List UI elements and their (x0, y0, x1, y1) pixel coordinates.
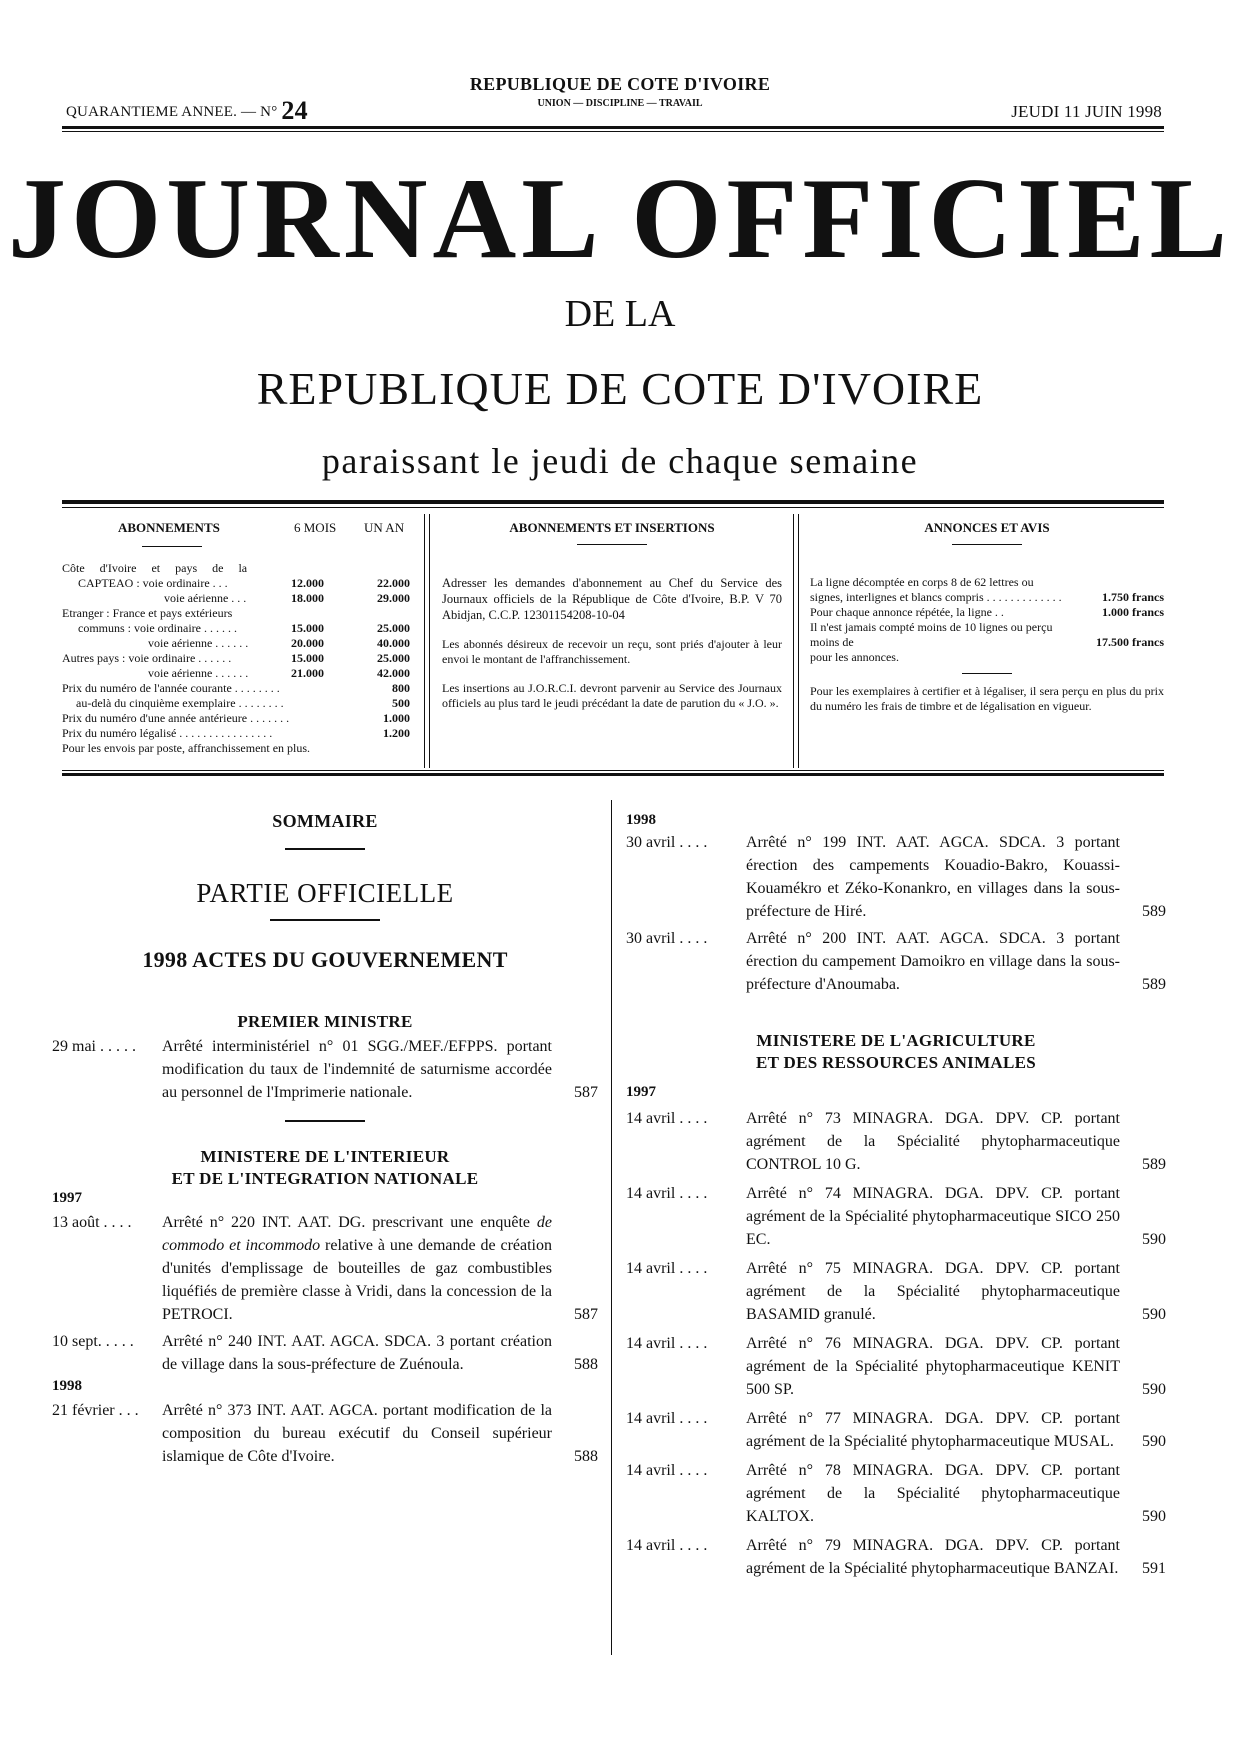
masthead-rule-top-thin (62, 131, 1164, 132)
box-rule-top-thin (62, 507, 1164, 508)
issue-date: JEUDI 11 JUIN 1998 (1011, 102, 1162, 121)
country-block (400, 74, 840, 109)
rate-row: voie aérienne . . . 18.000 29.000 (164, 591, 410, 605)
rate-row: Prix du numéro légalisé . . . . . . . . . . . . . . . . 1.200 (62, 726, 410, 740)
journal-title (0, 155, 1240, 283)
sommaire-entry[interactable]: 10 sept. . . . . Arrêté n° 240 INT. AAT. AGCA. SDCA. 3 portant création de village dans la sous-préfecture de Zuénoula. 588 (52, 1333, 598, 1373)
sommaire-rule (285, 848, 365, 850)
annonces-divider (962, 673, 1012, 674)
country-name: REPUBLIQUE DE COTE D'IVOIRE (469, 74, 771, 94)
rate-row: Côte d'Ivoire et pays de la (62, 561, 248, 575)
inserts-heading-rule (577, 544, 647, 545)
section-actes: 1998 ACTES DU GOUVERNEMENT (142, 947, 508, 972)
title-de-la: DE LA (564, 293, 676, 335)
sommaire-left (52, 810, 598, 1468)
year-label: 1997 (52, 1190, 82, 1206)
rate-row: CAPTEAO : voie ordinaire . . . 12.000 22.000 (78, 576, 410, 590)
inserts-address: Adresser les demandes d'abonnement au Chef du Service des Journaux officiels de la République de Côte d'Ivoire, B.P. V 70 Abidjan, C.C.P. 12301154208-10-04 (442, 576, 782, 622)
subscriptions-rates (62, 561, 410, 756)
sommaire-entry[interactable]: 14 avril . . . . Arrêté n° 75 MINAGRA. DGA. DPV. CP. portant agrément de la Spécialité phytopharmaceutique BASAMID granulé. 590 (626, 1260, 1166, 1323)
issue-line (66, 96, 308, 126)
box-divider-2b (798, 514, 799, 768)
partie-rule (270, 919, 380, 921)
rate-row: Pour les envois par poste, affranchissement en plus. (62, 741, 311, 755)
column-divider (611, 800, 612, 1655)
motto: UNION — DISCIPLINE — TRAVAIL (537, 98, 703, 109)
inserts-deadline-text: Les insertions au J.O.R.C.I. devront parvenir au Service des Journaux officiels au plus tard le jeudi précédant la date de parution du « J.O. ». (442, 681, 782, 710)
rate-row: voie aérienne . . . . . . 20.000 40.000 (148, 636, 410, 650)
interieur-heading-1: MINISTERE DE L'INTERIEUR (200, 1147, 450, 1166)
annonces-row-2: Pour chaque annonce répétée, la ligne . . 1.000 francs (810, 605, 1164, 619)
sommaire-entry[interactable]: 21 février . . . Arrêté n° 373 INT. AAT. AGCA. portant modification de la composition du bureau exécutif du Conseil supérieur islamique de Côte d'Ivoire. 588 (52, 1402, 598, 1465)
annonces-row-3-tail: pour les annonces. (810, 650, 899, 664)
rate-row: Autres pays : voie ordinaire . . . . . . 15.000 25.000 (62, 651, 410, 665)
box-rule-bottom-thin (62, 770, 1164, 771)
annonces-heading: ANNONCES ET AVIS (924, 520, 1050, 535)
interieur-heading-2: ET DE L'INTEGRATION NATIONALE (171, 1169, 479, 1188)
title-republic: REPUBLIQUE DE COTE D'IVOIRE (256, 363, 984, 414)
box-divider-2a (793, 514, 794, 768)
sommaire-entry[interactable]: 14 avril . . . . Arrêté n° 76 MINAGRA. DGA. DPV. CP. portant agrément de la Spécialité phytopharmaceutique KENIT 500 SP. 590 (626, 1335, 1166, 1398)
rate-row: voie aérienne . . . . . . 21.000 42.000 (148, 666, 410, 680)
inserts-receipt: Les abonnés désireux de recevoir un reçu, sont priés d'ajouter à leur envoi le montant de l'affranchissement. (442, 637, 782, 666)
year-label: QUARANTIEME ANNEE. — N° (66, 104, 278, 120)
inserts-box (442, 520, 782, 711)
sommaire-entry[interactable]: 30 avril . . . . Arrêté n° 199 INT. AAT. AGCA. SDCA. 3 portant érection des campements Kouadio-Bakro, Kouassi-Kouamékro et Zéko-Konankro, en villages dans la sous-préfecture de Hiré. 589 (626, 834, 1166, 920)
sommaire-heading: SOMMAIRE (272, 811, 378, 831)
pm-rule (285, 1120, 365, 1122)
subscriptions-heading-rule (142, 546, 202, 547)
inserts-heading: ABONNEMENTS ET INSERTIONS (509, 520, 715, 535)
agri-heading-2: ET DES RESSOURCES ANIMALES (755, 1053, 1037, 1072)
sommaire-entry[interactable]: 14 avril . . . . Arrêté n° 74 MINAGRA. DGA. DPV. CP. portant agrément de la Spécialité phytopharmaceutique SICO 250 EC. 590 (626, 1185, 1166, 1248)
sommaire-entry[interactable]: 14 avril . . . . Arrêté n° 73 MINAGRA. DGA. DPV. CP. portant agrément de la Spécialité phytopharmaceutique CONTROL 10 G. 589 (626, 1110, 1166, 1173)
annonces-rates (810, 575, 1164, 665)
masthead-rule-top (62, 126, 1164, 129)
sommaire-entry[interactable]: 29 mai . . . . . Arrêté interministériel n° 01 SGG./MEF./EFPPS. portant modification du taux de l'indemnité de saturnisme accordée au personnel de l'Imprimerie nationale. 587 (52, 1038, 598, 1101)
sommaire-entry[interactable]: 30 avril . . . . Arrêté n° 200 INT. AAT. AGCA. SDCA. 3 portant érection du campement Damoikro en village dans la sous-préfecture d'Anoumaba. 589 (626, 930, 1166, 993)
rate-row: communs : voie ordinaire . . . . . . 15.000 25.000 (78, 621, 410, 635)
annonces-legalisation: Pour les exemplaires à certifier et à légaliser, il sera perçu en plus du prix du numéro les frais de timbre et de légalisation en vigueur. (810, 684, 1164, 713)
partie-officielle: PARTIE OFFICIELLE (196, 878, 454, 908)
inserts-deadline (442, 681, 782, 711)
annonces-row-3: Il n'est jamais compté moins de 10 lignes ou perçu moins de 17.500 francs (810, 620, 1164, 649)
box-rule-bottom (62, 773, 1164, 776)
year-label: 1997 (626, 1084, 656, 1100)
issue-number: 24 (281, 96, 308, 125)
box-rule-top (62, 500, 1164, 504)
annonces-row-1: La ligne décomptée en corps 8 de 62 lettres ou signes, interlignes et blancs compris . . . . . . . . . . . . . 1.750 francs (810, 575, 1164, 604)
rate-row: Etranger : France et pays extérieurs (62, 606, 233, 620)
tagline: paraissant le jeudi de chaque semaine (321, 441, 919, 481)
subscriptions-box (62, 520, 410, 756)
sommaire-right (626, 812, 1166, 1580)
sommaire-entry[interactable]: 14 avril . . . . Arrêté n° 79 MINAGRA. DGA. DPV. CP. portant agrément de la Spécialité phytopharmaceutique BANZAI. 591 (626, 1537, 1166, 1577)
year-label: 1998 (626, 812, 656, 828)
col-6-mois: 6 MOIS (294, 520, 337, 535)
annonces-box (810, 520, 1164, 714)
premier-ministre-heading: PREMIER MINISTRE (237, 1012, 413, 1031)
sommaire-entry[interactable]: 14 avril . . . . Arrêté n° 78 MINAGRA. DGA. DPV. CP. portant agrément de la Spécialité phytopharmaceutique KALTOX. 590 (626, 1462, 1166, 1525)
sommaire-entry[interactable]: 13 août . . . . Arrêté n° 220 INT. AAT. DG. prescrivant une enquête de commodo et incommodo relative à une demande de création d'unités d'emplissage de bouteilles de gaz combustibles liquéfiés de première classe à Vridi, dans la concession de la PETROCI. 587 (52, 1214, 598, 1323)
rate-row: au-delà du cinquième exemplaire . . . . . . . . 500 (76, 696, 410, 710)
annonces-heading-rule (952, 544, 1022, 545)
rate-row: Prix du numéro de l'année courante . . . . . . . . 800 (62, 681, 410, 695)
journal-title-main: JOURNAL OFFICIEL (7, 155, 1233, 283)
agri-heading-1: MINISTERE DE L'AGRICULTURE (756, 1031, 1036, 1050)
rate-row: Prix du numéro d'une année antérieure . . . . . . . 1.000 (62, 711, 410, 725)
box-divider-1b (429, 514, 430, 768)
subscriptions-heading: ABONNEMENTS (118, 520, 220, 535)
box-divider-1a (424, 514, 425, 768)
year-label: 1998 (52, 1378, 82, 1394)
sommaire-entry[interactable]: 14 avril . . . . Arrêté n° 77 MINAGRA. DGA. DPV. CP. portant agrément de la Spécialité phytopharmaceutique MUSAL. 590 (626, 1410, 1166, 1450)
col-un-an: UN AN (364, 520, 405, 535)
